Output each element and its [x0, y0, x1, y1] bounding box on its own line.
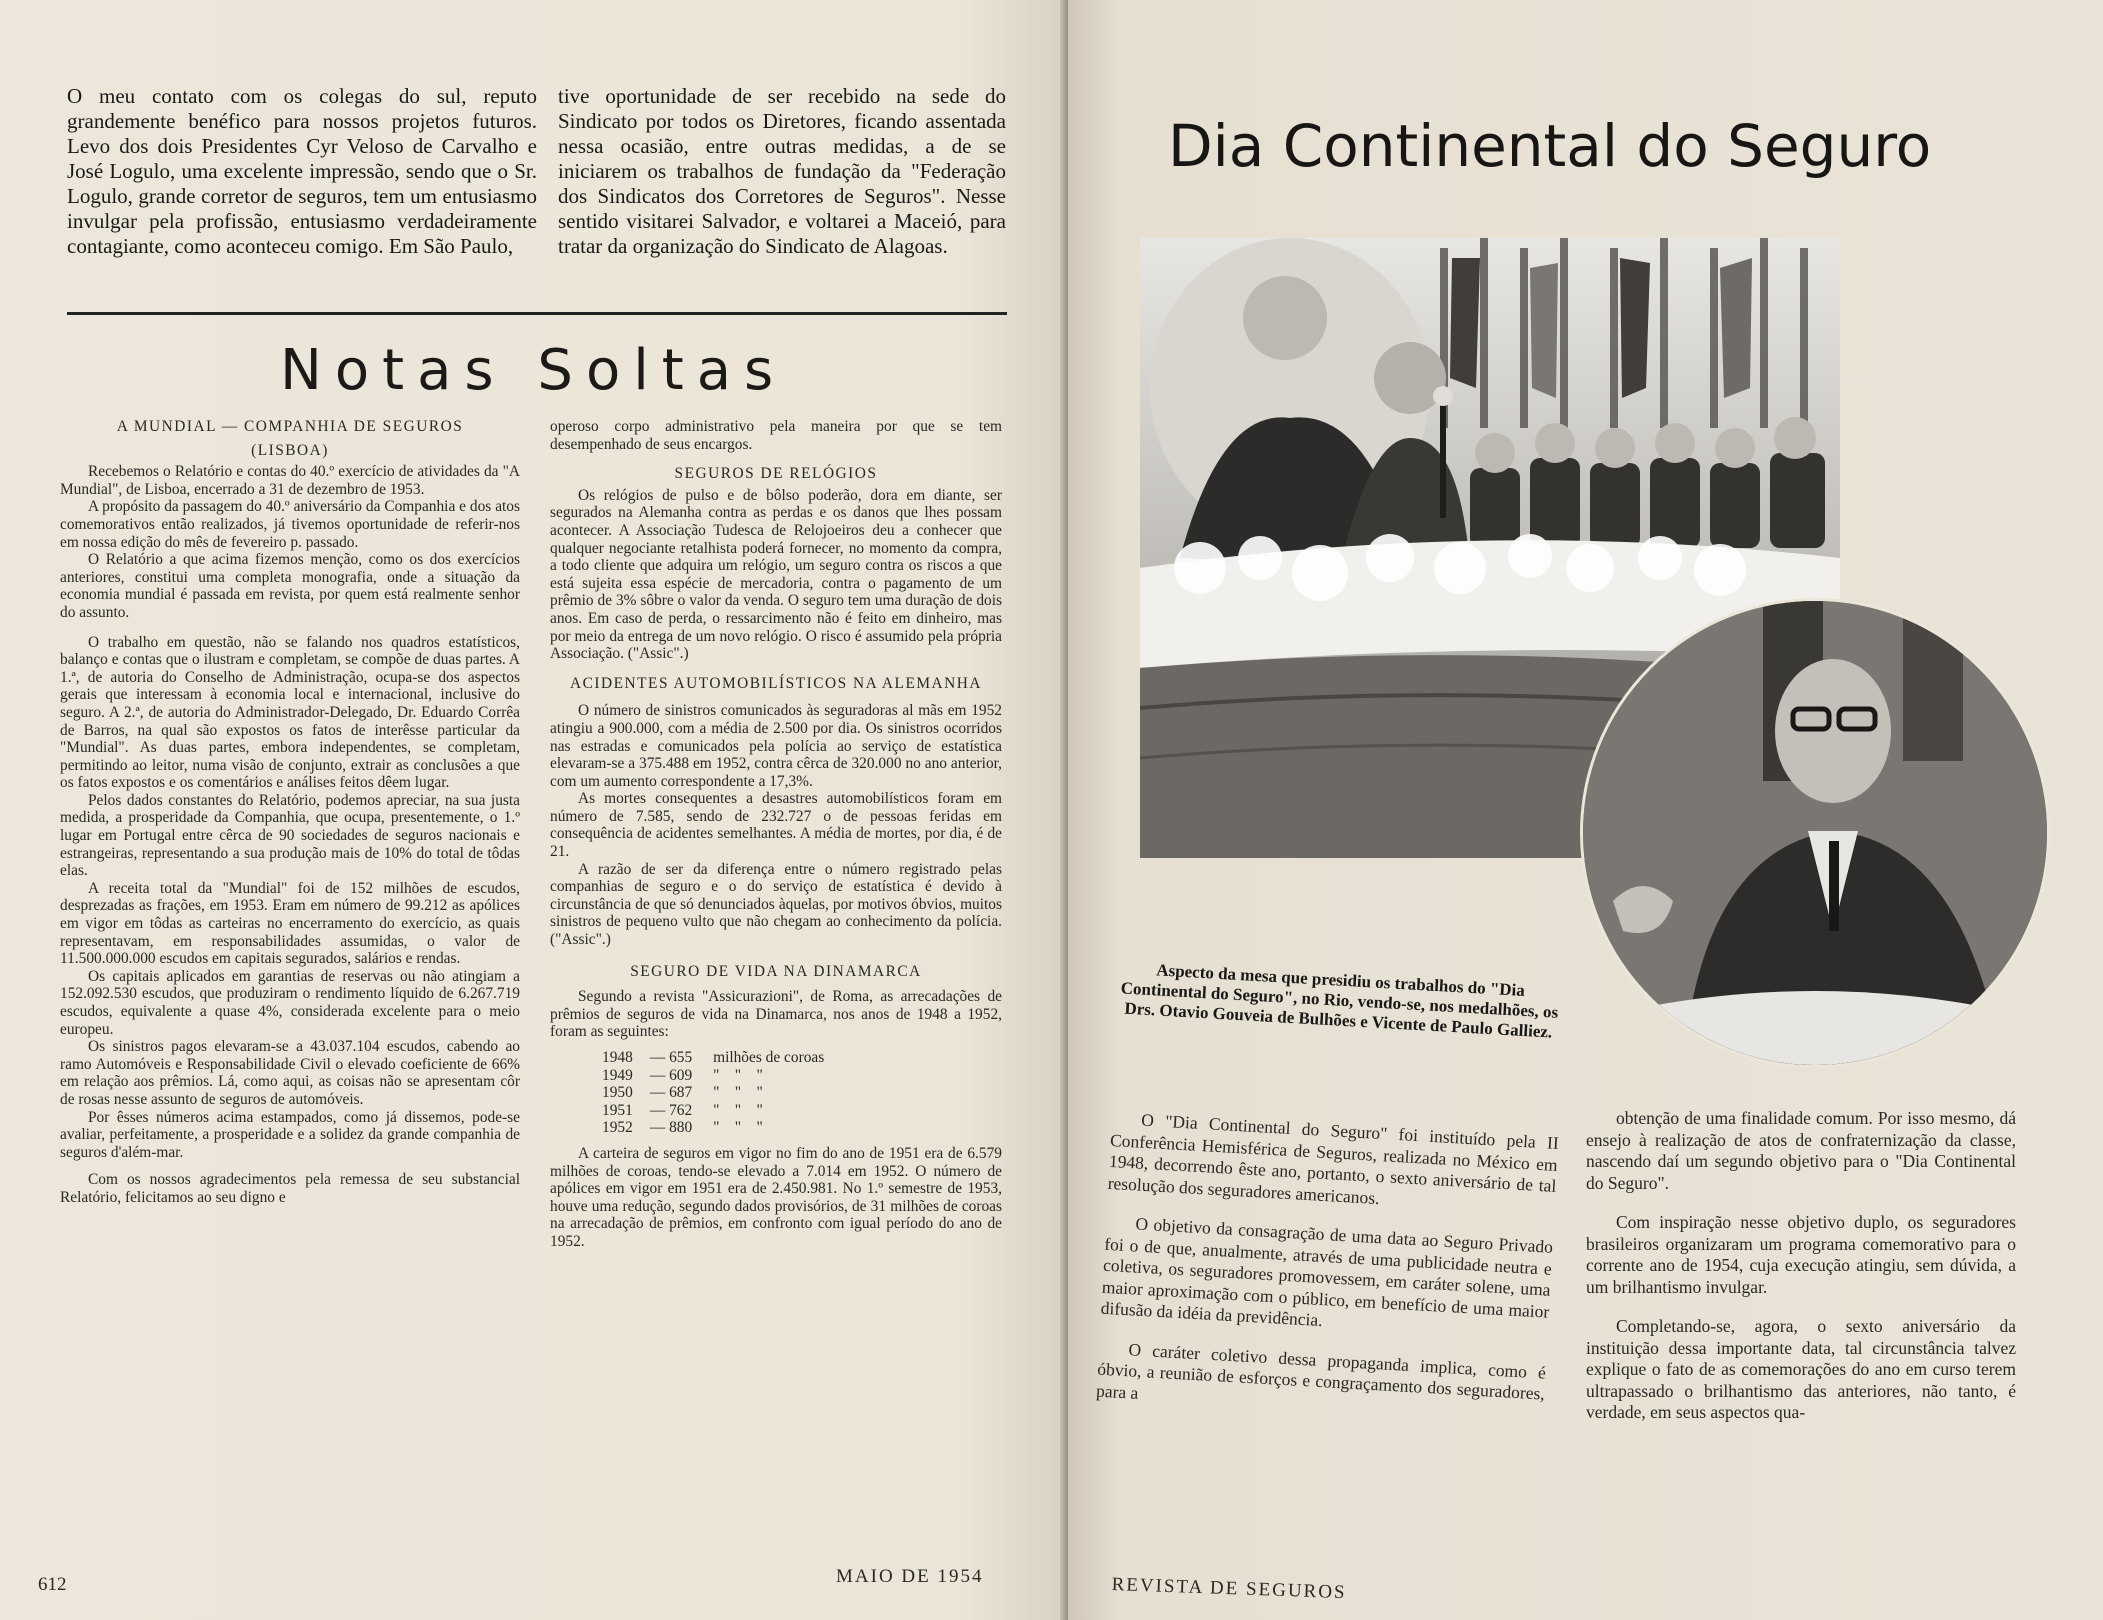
section-title: Notas Soltas: [280, 338, 787, 403]
table-year: 1948: [602, 1049, 633, 1066]
mundial-heading: A MUNDIAL — COMPANHIA DE SEGUROS: [116, 418, 464, 435]
photo-caption: Aspecto da mesa que presidiu os trabalhos do "Dia Continental do Seguro", no Rio, vendo-se, nos medalhões, os Drs. Otavio Gouveia de Bulhões e Vicente de Paulo Galliez.: [1120, 960, 1559, 1042]
relogios-paragraph: Os relógios de pulso e de bôlso poderão, dora em diante, ser segurados na Alemanha contra as perdas e os danos que lhes possam acontecer. A Associação Tudesca de Relojoeiros deu a conhecer que qualquer negociante retalhista poderá fornecer, no momento da compra, a todo cliente que adquira um relógio, um seguro contra os riscos a que está sujeita essa espécie de mercadoria, contra o pagamento de um prêmio de 3% sôbre o valor da venda. O seguro tem uma duração de dois anos. Em caso de perda, o ressarcimento não é feito em dinheiro, mas por meio da entrega de um novo relógio. O risco é assumido pela própria Associação. ("Assic".): [550, 486, 1002, 663]
table-value: 762: [669, 1101, 693, 1119]
mundial-continuation: operoso corpo administrativo pela maneira por que se tem desempenhado de seus encargos.: [550, 418, 1002, 453]
article-paragraph: O caráter coletivo dessa propaganda implica, como é óbvio, a reunião de esforços e congraçamento dos seguradores, para a: [1095, 1338, 1547, 1404]
mundial-paragraph: Os capitais aplicados em garantias de reservas ou não atingiam a 152.092.530 escudos, que produziram o rendimento líquido de 6.267.719 escudos, equivalente a quase 4%, considerada excelente para o meio europeu.: [60, 967, 520, 1038]
table-unit: " " ": [713, 1066, 763, 1084]
article-column-1: [1095, 1108, 1560, 1445]
article-title: Dia Continental do Seguro: [1168, 112, 1932, 180]
table-row: 1951 — 762 " " ": [602, 1101, 763, 1119]
table-value: 687: [669, 1084, 693, 1102]
acidentes-paragraph: O número de sinistros comunicados às seguradoras al mãs em 1952 atingiu a 900.000, com a média de 2.500 por dia. Os sinistros ocorridos nas estradas e comunicados pela polícia ao serviço de estatística elevaram-se a 375.488 em 1952, contra cêrca de 320.000 no ano anterior, com um aumento correspondente a 17,3%.: [550, 702, 1002, 790]
intro-column-1: O meu contato com os colegas do sul, reputo grandemente benéfico para nossos projetos futuros. Levo dos dois Presidentes Cyr Veloso de Carvalho e José Logulo, uma excelente impressão, sendo que o Sr. Logulo, grande corretor de seguros, tem um entusiasmo invulgar pela profissão, entusiasmo verdadeiramente contagiante, como aconteceu comigo. Em São Paulo,: [67, 84, 537, 258]
dinamarca-heading: SEGURO DE VIDA NA DINAMARCA: [630, 962, 922, 980]
table-value: 609: [669, 1066, 693, 1084]
table-value: 880: [669, 1119, 693, 1137]
notes-column-left: [60, 412, 520, 1207]
mundial-paragraph: Pelos dados constantes do Relatório, podemos apreciar, na sua justa medida, a prosperidade da Companhia, que ocupa, presentemente, o 1.º lugar em Portugal entre cêrca de 90 sociedades de seguros nacionais e estrangeiras, representando a sua produção mais de 10% do total de tôdas elas.: [60, 791, 520, 880]
mundial-paragraph: O Relatório a que acima fizemos menção, como os dos exercícios anteriores, constitui uma completa monografia, onde a situação da economia mundial é passada em revista, por quem está realmente senhor do assunto.: [60, 551, 520, 621]
article-paragraph: O "Dia Continental do Seguro" foi instituído pela II Conferência Hemisférica de Seguros, realizada no México em 1948, decorrendo êste ano, portanto, o sexto aniversário de tal resolução dos seguradores americanos.: [1107, 1109, 1560, 1208]
mundial-paragraph: Os sinistros pagos elevaram-se a 43.037.104 escudos, cabendo ao ramo Automóveis e Responsabilidade Civil o elevado coeficiente de 66% em relação aos prêmios. Lá, como aqui, as coisas não se apresentam côr de rosas nesse assunto de seguros de automóveis.: [60, 1038, 520, 1108]
table-value: 655: [669, 1049, 693, 1066]
table-row: 1949 — 609 " " ": [602, 1066, 763, 1084]
table-unit: " " ": [713, 1101, 763, 1119]
mundial-subheading: (LISBOA): [251, 441, 329, 459]
dinamarca-intro: Segundo a revista "Assicurazioni", de Roma, as arrecadações de prêmios de seguros de vida na Dinamarca, nos anos de 1948 a 1952, foram as seguintes:: [550, 988, 1002, 1041]
relogios-heading: SEGUROS DE RELÓGIOS: [674, 465, 878, 483]
acidentes-paragraph: A razão de ser da diferença entre o número registrado pelas companhias de seguro e o do serviço de estatística é devido à circunstância de que só denunciados àquelas, por motivos óbvios, muitos sinistros de pequeno vulto que não chegam ao conhecimento da polícia. ("Assic".): [550, 860, 1002, 949]
article-paragraph: Completando-se, agora, o sexto aniversário da instituição dessa importante data, tal circunstância talvez explique o fato de as comemorações do ano em curso terem ultrapassado o brilhantismo das anteriores, não tanto, é verdade, em seus aspectos qua-: [1586, 1316, 2016, 1422]
section-divider: [67, 312, 1007, 315]
notes-column-right: [550, 418, 1002, 1251]
acidentes-heading: ACIDENTES AUTOMOBILÍSTICOS NA ALEMANHA: [570, 674, 982, 692]
table-row: 1948 — 655 milhões de coroas: [602, 1049, 825, 1066]
dinamarca-closing: A carteira de seguros em vigor no fim do ano de 1951 era de 6.579 milhões de coroas, tendo-se elevado a 7.014 em 1952. O número de apólices em vigor em 1951 era de 2.450.981. No 1.º semestre de 1953, houve uma redução, segundo dados provisórios, de 31 milhões de coroas na arrecadação de prêmios, em confronto com igual período do ano de 1952.: [550, 1144, 1002, 1250]
acidentes-paragraph: As mortes consequentes a desastres automobilísticos foram em número de 7.585, sendo de 232.727 o de pessoas feridas em consequência de acidentes semelhantes. A média de mortes, por dia, é de 21.: [550, 790, 1002, 861]
article-paragraph: O objetivo da consagração de uma data ao Seguro Privado foi o de que, anualmente, através de uma publicidade neutra e coletiva, os seguradores promovessem, em caráter solene, uma maior aproximação com o público, em benefício de uma maior difusão da idéia da previdência.: [1100, 1213, 1554, 1331]
table-unit: " " ": [713, 1084, 763, 1102]
mundial-paragraph: A propósito da passagem do 40.º aniversário da Companhia e dos atos comemorativos então realizados, já tivemos oportunidade de referir-nos em nossa edição do mês de fevereiro p. passado.: [60, 498, 520, 551]
footer-date: MAIO DE 1954: [836, 1566, 984, 1587]
mundial-paragraph: Com os nossos agradecimentos pela remessa de seu substancial Relatório, felicitamos ao seu digno e: [60, 1171, 520, 1206]
medallion-portrait: [1580, 598, 2050, 1068]
article-paragraph: obtenção de uma finalidade comum. Por isso mesmo, dá ensejo à realização de atos de confraternização da classe, nascendo daí um segundo objetivo para o "Dia Continental do Seguro".: [1586, 1108, 2016, 1193]
mundial-paragraph: O trabalho em questão, não se falando nos quadros estatísticos, balanço e contas que o ilustram e completam, se compõe de duas partes. A 1.ª, de autoria do Conselho de Administração, ocupa-se dos aspectos gerais que interessam à economia local e internacional, inclusive do seguro. A 2.ª, de autoria do Administrador-Delegado, Dr. Eduardo Corrêa de Barros, na qual são expostos os fatos de interêsse particular da "Mundial". As duas partes, embora independentes, se completam, permitindo ao leitor, numa visão de conjunto, extrair as conclusões a que os fatos expostos e os comentários e análises feitos dêem lugar.: [60, 633, 520, 792]
dinamarca-table: [602, 1049, 1002, 1137]
article-column-2: [1586, 1108, 2016, 1442]
table-unit: " " ": [713, 1119, 763, 1137]
article-paragraph: Com inspiração nesse objetivo duplo, os seguradores brasileiros organizaram um programa comemorativo para o corrente ano de 1954, cuja execução atingiu, sem dúvida, a um brilhantismo invulgar.: [1586, 1212, 2016, 1297]
table-row: 1950 — 687 " " ": [602, 1084, 763, 1102]
table-year: 1950: [602, 1084, 633, 1102]
mundial-paragraph: Recebemos o Relatório e contas do 40.º exercício de atividades da "A Mundial", de Lisboa, encerrado a 31 de dezembro de 1953.: [60, 463, 520, 498]
mundial-paragraph: A receita total da "Mundial" foi de 152 milhões de escudos, desprezadas as frações, em 1953. Eram em número de 99.212 as apólices em vigor em tôdas as carteiras no encerramento do exercício, as quais representavam, em responsabilidades assumidas, o valor de 11.500.000.000 escudos em capitais segurados, salários e rendas.: [60, 879, 520, 968]
table-row: 1952 — 880 " " ": [602, 1119, 763, 1137]
table-year: 1952: [602, 1119, 633, 1137]
page-number: 612: [38, 1574, 67, 1595]
footer-journal: REVISTA DE SEGUROS: [1111, 1574, 1347, 1604]
mundial-paragraph: Por êsses números acima estampados, como já dissemos, pode-se avaliar, perfeitamente, a prosperidade e a solidez da grande companhia de seguros d'além-mar.: [60, 1108, 520, 1161]
medallion-portrait-illustration: [1583, 601, 2047, 1065]
table-unit: milhões de coroas: [713, 1049, 825, 1066]
table-year: 1949: [602, 1066, 633, 1084]
intro-column-2: tive oportunidade de ser recebido na sede do Sindicato por todos os Diretores, ficando assentada nessa ocasião, entre outras medidas, a de se iniciarem os trabalhos de fundação da "Federação dos Sindicatos dos Corretores de Seguros". Nesse sentido visitarei Salvador, e voltarei a Maceió, para tratar da organização do Sindicato de Alagoas.: [558, 84, 1006, 258]
table-year: 1951: [602, 1101, 633, 1119]
